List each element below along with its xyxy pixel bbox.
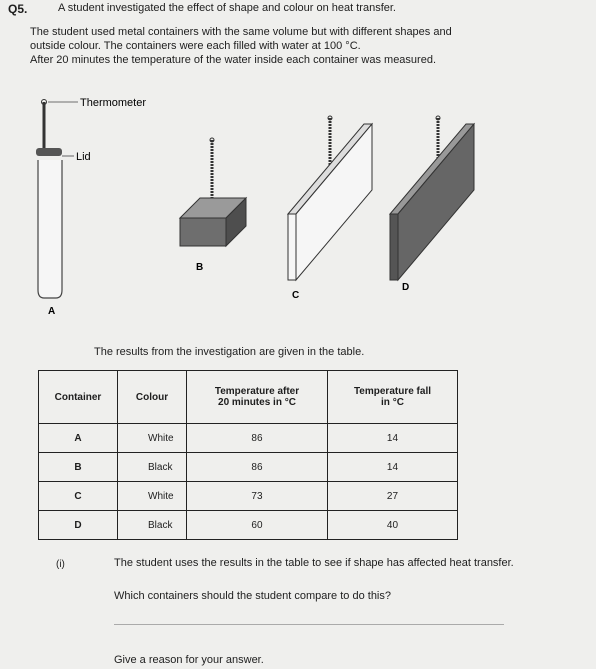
- cell-temp-after: 86: [187, 424, 328, 453]
- question-text-line-1: The student used metal containers with the same volume but with different shapes and: [30, 26, 452, 38]
- cell-temp-after: 86: [187, 453, 328, 482]
- container-b-diagram: [180, 138, 246, 246]
- cell-container: C: [39, 482, 118, 511]
- reason-prompt: Give a reason for your answer.: [114, 654, 264, 666]
- part-question: Which containers should the student compare to do this?: [114, 590, 391, 602]
- table-row: [39, 453, 458, 482]
- cell-container: D: [39, 511, 118, 540]
- results-intro: The results from the investigation are given in the table.: [94, 346, 365, 358]
- container-a-diagram: [36, 100, 78, 299]
- part-statement: The student uses the results in the table to see if shape has affected heat transfer.: [114, 557, 514, 569]
- container-c-diagram: [288, 116, 372, 280]
- header-temp-fall: [327, 371, 457, 424]
- question-text-line-2: outside colour. The containers were each filled with water at 100 °C.: [30, 40, 361, 52]
- results-table: [38, 370, 458, 540]
- cell-colour: White: [118, 482, 187, 511]
- cell-temp-fall: 14: [327, 424, 457, 453]
- header-colour: Colour: [118, 371, 187, 424]
- header-temp-after-line-1: Temperature after: [214, 386, 300, 397]
- container-d-label: D: [402, 282, 410, 293]
- header-temp-after: [187, 371, 328, 424]
- cell-temp-after: 73: [187, 482, 328, 511]
- container-c-label: C: [292, 290, 300, 301]
- table-row: [39, 482, 458, 511]
- table-row: [39, 511, 458, 540]
- cell-colour: Black: [118, 453, 187, 482]
- cell-temp-after: 60: [187, 511, 328, 540]
- header-temp-fall-line-1: Temperature fall: [353, 386, 431, 397]
- container-d-diagram: [390, 116, 474, 280]
- cell-temp-fall: 27: [327, 482, 457, 511]
- header-temp-after-line-2: 20 minutes in °C: [218, 397, 296, 408]
- answer-line[interactable]: [114, 624, 504, 625]
- cell-temp-fall: 14: [327, 453, 457, 482]
- lid-label: Lid: [76, 151, 91, 163]
- header-temp-fall-line-2: in °C: [381, 397, 404, 408]
- part-number: (i): [56, 559, 65, 570]
- table-header-row: [39, 371, 458, 424]
- table-row: [39, 424, 458, 453]
- containers-diagram: [0, 90, 596, 340]
- container-a-label: A: [48, 306, 56, 317]
- cell-container: A: [39, 424, 118, 453]
- header-container: Container: [39, 371, 118, 424]
- cell-colour: White: [118, 424, 187, 453]
- container-b-label: B: [196, 262, 204, 273]
- thermometer-label: Thermometer: [80, 97, 147, 109]
- cell-colour: Black: [118, 511, 187, 540]
- question-intro: A student investigated the effect of shape and colour on heat transfer.: [58, 2, 396, 14]
- cell-temp-fall: 40: [327, 511, 457, 540]
- question-number: Q5.: [8, 2, 28, 16]
- question-text-line-3: After 20 minutes the temperature of the water inside each container was measured.: [30, 54, 436, 66]
- cell-container: B: [39, 453, 118, 482]
